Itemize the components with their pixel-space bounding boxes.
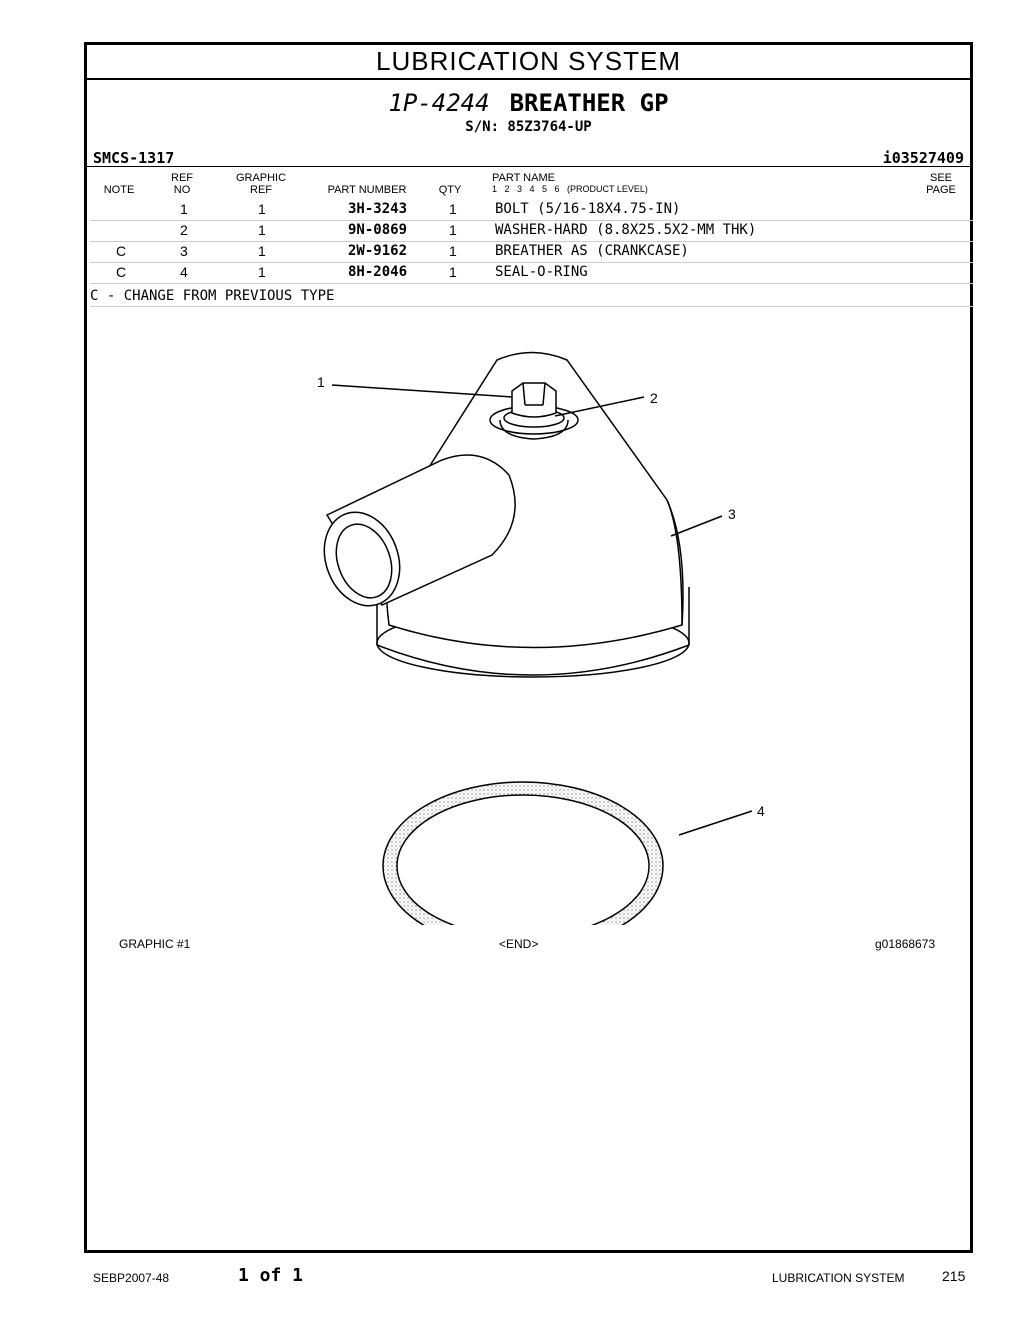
row-graphic-ref: 1 — [258, 243, 266, 259]
callout-2: 2 — [650, 390, 658, 406]
row-part-number: 8H-2046 — [348, 264, 408, 280]
group-name: BREATHER GP — [509, 89, 669, 117]
row-qty: 1 — [449, 243, 457, 259]
col-part-number: PART NUMBER — [327, 184, 407, 196]
col-product-level: 1 2 3 4 5 6 (PRODUCT LEVEL) — [492, 184, 648, 194]
col-qty: QTY — [438, 184, 462, 196]
col-graphic-bottom: REF — [250, 184, 272, 196]
row-qty: 1 — [449, 264, 457, 280]
col-see-bottom: PAGE — [926, 184, 956, 196]
callout-1: 1 — [317, 374, 325, 390]
callout-4: 4 — [757, 803, 765, 819]
row-graphic-ref: 1 — [258, 201, 266, 217]
col-graphic-top: GRAPHIC — [235, 172, 287, 184]
row-note: C — [116, 243, 127, 259]
footer-page-of: 1 of 1 — [238, 1265, 304, 1286]
row-part-number: 3H-3243 — [348, 201, 408, 217]
end-label: <END> — [499, 937, 539, 951]
serial-range: S/N: 85Z3764-UP — [465, 119, 592, 135]
document-ident: i03527409 — [882, 149, 964, 167]
col-part-name: PART NAME — [492, 172, 555, 184]
row-part-name: WASHER-HARD (8.8X25.5X2-MM THK) — [495, 222, 757, 238]
page-frame — [84, 42, 973, 1253]
header-divider — [87, 166, 970, 167]
col-see-top: SEE — [929, 172, 952, 184]
graphic-caption: GRAPHIC #1 — [119, 937, 191, 951]
callout-3: 3 — [728, 506, 736, 522]
section-title: LUBRICATION SYSTEM — [87, 45, 970, 80]
row-graphic-ref: 1 — [258, 264, 266, 280]
row-part-number: 2W-9162 — [348, 243, 408, 259]
footer-doc-number: SEBP2007-48 — [93, 1271, 170, 1285]
breather-illustration — [287, 325, 787, 925]
col-ref-top: REF — [171, 172, 193, 184]
table-row — [90, 220, 973, 242]
row-graphic-ref: 1 — [258, 222, 266, 238]
row-qty: 1 — [449, 222, 457, 238]
row-part-name: SEAL-O-RING — [495, 264, 588, 280]
footer-page-number: 215 — [942, 1268, 966, 1284]
graphic-id: g01868673 — [875, 937, 936, 951]
row-ref: 1 — [180, 201, 188, 217]
row-ref: 4 — [180, 264, 188, 280]
table-row — [90, 241, 973, 263]
row-ref: 3 — [180, 243, 188, 259]
smcs-code: SMCS-1317 — [93, 149, 175, 167]
group-part-number: 1P-4244 — [388, 89, 490, 117]
footnote: C - CHANGE FROM PREVIOUS TYPE — [90, 286, 973, 307]
group-title — [87, 89, 970, 117]
col-ref-bottom: NO — [173, 184, 191, 196]
row-qty: 1 — [449, 201, 457, 217]
row-part-name: BREATHER AS (CRANKCASE) — [495, 243, 689, 259]
row-part-number: 9N-0869 — [348, 222, 408, 238]
row-part-name: BOLT (5/16-18X4.75-IN) — [495, 201, 681, 217]
col-note: NOTE — [103, 184, 135, 196]
table-row — [90, 262, 973, 284]
row-ref: 2 — [180, 222, 188, 238]
row-note: C — [116, 264, 127, 280]
table-row — [90, 199, 973, 221]
footer-section: LUBRICATION SYSTEM — [772, 1271, 905, 1285]
